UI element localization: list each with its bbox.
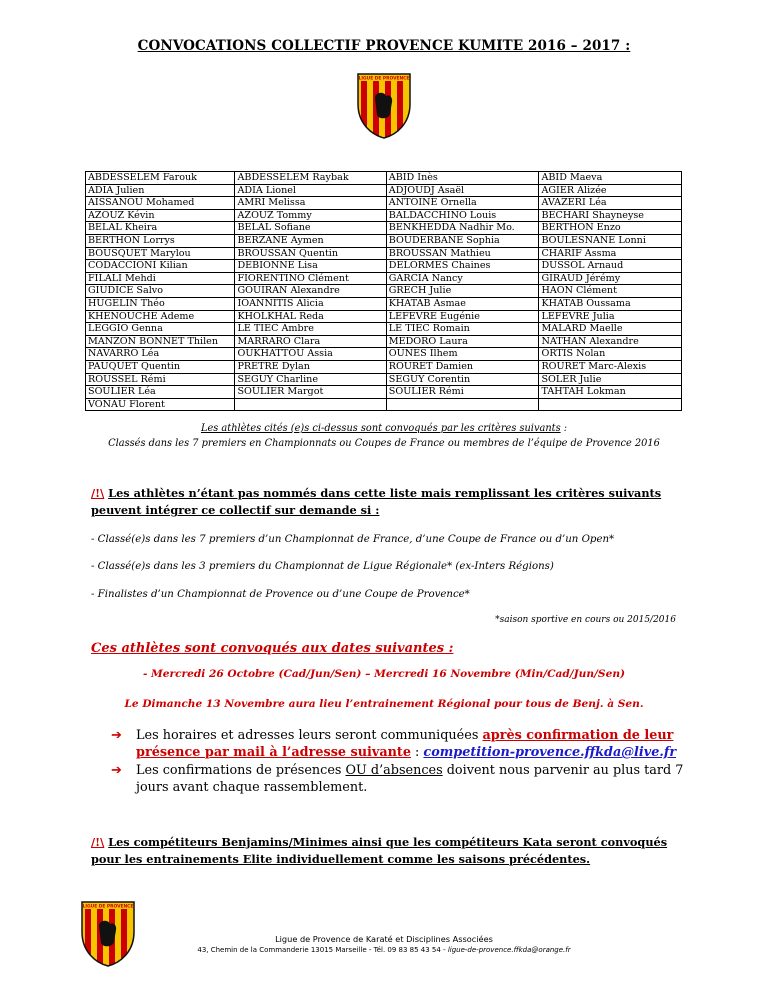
athlete-name-cell: SEGUY Charline [235, 373, 386, 386]
athlete-name-cell: TAHTAH Lokman [539, 386, 682, 399]
arrow-right-icon: ➔ [111, 728, 122, 743]
athlete-name-cell: LEFEVRE Eugénie [386, 310, 539, 323]
table-row [86, 260, 682, 273]
athlete-name-cell: NAVARRO Léa [86, 348, 235, 361]
criterion-3: - Finalistes d’un Championnat de Provence ou d’une Coupe de Provence* [91, 589, 470, 600]
table-row [86, 386, 682, 399]
athlete-name-cell: BALDACCHINO Louis [386, 209, 539, 222]
athlete-name-cell: BOULESNANE Lonni [539, 234, 682, 247]
athlete-name-cell: MALARD Maelle [539, 323, 682, 336]
athlete-name-cell: AZOUZ Kévin [86, 209, 235, 222]
athlete-name-cell: MARRARO Clara [235, 335, 386, 348]
athlete-name-cell: BOUDERBANE Sophia [386, 234, 539, 247]
athlete-name-cell: SEGUY Corentin [386, 373, 539, 386]
warning-icon: /!\ [91, 835, 105, 849]
table-row [86, 360, 682, 373]
footer-organization: Ligue de Provence de Karaté et Disciplines Associées [275, 934, 493, 944]
athlete-name-cell: BECHARI Shayneyse [539, 209, 682, 222]
table-row [86, 297, 682, 310]
athlete-name-cell: BENKHEDDA Nadhir Mo. [386, 222, 539, 235]
athlete-name-cell: AISSANOU Mohamed [86, 197, 235, 210]
athlete-name-cell: VONAU Florent [86, 398, 235, 411]
athlete-name-cell: ROUSSEL Rémi [86, 373, 235, 386]
table-row [86, 197, 682, 210]
athlete-name-cell: PAUQUET Quentin [86, 360, 235, 373]
table-row [86, 172, 682, 185]
convocation-heading: Ces athlètes sont convoqués aux dates suivantes : [91, 641, 454, 656]
athlete-name-cell: CHARIF Assma [539, 247, 682, 260]
athlete-name-cell: MANZON BONNET Thilen [86, 335, 235, 348]
table-row [86, 209, 682, 222]
athlete-name-cell: LE TIEC Ambre [235, 323, 386, 336]
instructions-list [111, 727, 711, 796]
athlete-name-cell: GARCIA Nancy [386, 272, 539, 285]
table-row [86, 272, 682, 285]
table-row [86, 348, 682, 361]
athlete-name-cell: BERZANE Aymen [235, 234, 386, 247]
athlete-name-cell: KHOLKHAL Reda [235, 310, 386, 323]
page-title: CONVOCATIONS COLLECTIF PROVENCE KUMITE 2016 – 2017 : [137, 38, 631, 54]
athlete-name-cell: GIRAUD Jérémy [539, 272, 682, 285]
athlete-name-cell: DELORMES Chaines [386, 260, 539, 273]
athlete-name-cell: GRECH Julie [386, 285, 539, 298]
athlete-name-cell: KHATAB Oussama [539, 297, 682, 310]
table-row [86, 335, 682, 348]
athlete-name-cell: ROURET Marc-Alexis [539, 360, 682, 373]
table-row [86, 234, 682, 247]
athlete-name-cell: LE TIEC Romain [386, 323, 539, 336]
athlete-name-cell: BELAL Sofiane [235, 222, 386, 235]
athlete-name-cell: GOUIRAN Alexandre [235, 285, 386, 298]
criteria-note: Les athlètes cités (e)s ci-dessus sont convoqués par les critères suivants : [200, 423, 568, 434]
athlete-name-cell: NATHAN Alexandre [539, 335, 682, 348]
athlete-name-cell: ABID Inès [386, 172, 539, 185]
competition-email-link[interactable]: competition-provence.ffkda@live.fr [423, 745, 677, 760]
athlete-name-cell: FIORENTINO Clément [235, 272, 386, 285]
athlete-name-cell: CODACCIONI Kilian [86, 260, 235, 273]
instruction-item [111, 762, 711, 796]
instruction-text: Les horaires et adresses leurs seront communiquées [136, 728, 483, 743]
athlete-name-cell: KHENOUCHE Ademe [86, 310, 235, 323]
table-row [86, 184, 682, 197]
instruction-item [111, 727, 711, 761]
athlete-name-cell: GIUDICE Salvo [86, 285, 235, 298]
logo-caption: LIGUE DE PROVENCE [82, 904, 134, 910]
warning-icon: /!\ [91, 486, 105, 500]
table-row [86, 285, 682, 298]
athlete-name-cell: ANTOINE Ornella [386, 197, 539, 210]
criteria-description: Classés dans les 7 premiers en Championnats ou Coupes de France ou membres de l’équipe de Provence 2016 [108, 438, 660, 449]
athlete-name-cell: SOULIER Léa [86, 386, 235, 399]
instruction-underlined: OU d’absences [345, 763, 443, 778]
athlete-name-cell: AVAZERI Léa [539, 197, 682, 210]
athlete-name-cell: IOANNITIS Alicia [235, 297, 386, 310]
arrow-right-icon: ➔ [111, 763, 122, 778]
warning-text-2: Les compétiteurs Benjamins/Minimes ainsi que les compétiteurs Kata seront convoqués pour les entrainements Elite individuellement comme les saisons précédentes. [91, 835, 668, 866]
athlete-name-cell: HAON Clément [539, 285, 682, 298]
instruction-highlight: après confirmation de leur présence par mail à l’adresse suivante [136, 728, 674, 760]
athlete-name-cell: ORTIS Nolan [539, 348, 682, 361]
athlete-name-cell: ABID Maeva [539, 172, 682, 185]
athlete-name-cell: FILALI Mehdi [86, 272, 235, 285]
athlete-name-cell: ADIA Julien [86, 184, 235, 197]
footer-address: 43, Chemin de la Commanderie 13015 Marseille - Tél. 09 83 85 43 54 - [197, 946, 448, 954]
athletes-table [85, 171, 682, 411]
athlete-name-cell: PRETRE Dylan [235, 360, 386, 373]
athlete-name-cell: AMRI Melissa [235, 197, 386, 210]
athlete-name-cell: SOULIER Margot [235, 386, 386, 399]
instruction-text-end: doivent nous parvenir au plus tard 7 jours avant chaque rassemblement. [136, 763, 684, 795]
athlete-name-cell: BOUSQUET Marylou [86, 247, 235, 260]
table-row [86, 373, 682, 386]
athlete-name-cell: MEDORO Laura [386, 335, 539, 348]
table-row [86, 398, 682, 411]
athlete-name-cell: KHATAB Asmae [386, 297, 539, 310]
athlete-name-cell: ABDESSELEM Raybak [235, 172, 386, 185]
athlete-name-cell [539, 398, 682, 411]
instruction-separator: : [410, 745, 424, 760]
athlete-name-cell: LEGGIO Genna [86, 323, 235, 336]
athlete-name-cell: BROUSSAN Mathieu [386, 247, 539, 260]
criterion-2: - Classé(e)s dans les 3 premiers du Championnat de Ligue Régionale* (ex-Inters Régions) [91, 561, 554, 572]
athlete-name-cell: OUKHATTOU Assia [235, 348, 386, 361]
athlete-name-cell: OUNES Ilhem [386, 348, 539, 361]
warning-text-1: Les athlètes n’étant pas nommés dans cette liste mais remplissant les critères suivants peuvent intégrer ce collectif sur demande si : [91, 486, 662, 517]
athlete-name-cell: SOULIER Rémi [386, 386, 539, 399]
season-note: *saison sportive en cours ou 2015/2016 [495, 615, 676, 625]
athlete-name-cell [386, 398, 539, 411]
athlete-name-cell: ABDESSELEM Farouk [86, 172, 235, 185]
athlete-name-cell: BROUSSAN Quentin [235, 247, 386, 260]
athlete-name-cell: DEBIONNE Lisa [235, 260, 386, 273]
athlete-name-cell: BERTHON Lorrys [86, 234, 235, 247]
athlete-name-cell: LEFEVRE Julia [539, 310, 682, 323]
athlete-name-cell: AZOUZ Tommy [235, 209, 386, 222]
athlete-name-cell: DUSSOL Arnaud [539, 260, 682, 273]
athlete-name-cell: ADIA Lionel [235, 184, 386, 197]
logo-caption: LIGUE DE PROVENCE [358, 76, 410, 82]
table-row [86, 222, 682, 235]
criteria-note-underlined: Les athlètes cités (e)s ci-dessus sont convoqués par les critères suivants [200, 423, 561, 434]
athlete-name-cell: AGIER Alizée [539, 184, 682, 197]
athlete-name-cell: ADJOUDJ Asaël [386, 184, 539, 197]
table-row [86, 247, 682, 260]
athlete-name-cell: ROURET Damien [386, 360, 539, 373]
training-dates: - Mercredi 26 Octobre (Cad/Jun/Sen) – Mercredi 16 Novembre (Min/Cad/Jun/Sen) [142, 668, 626, 680]
athlete-name-cell: BELAL Kheira [86, 222, 235, 235]
athlete-name-cell: HUGELIN Théo [86, 297, 235, 310]
warning-paragraph-1 [91, 485, 691, 519]
warning-paragraph-2 [91, 834, 691, 868]
instruction-text: Les confirmations de présences [136, 763, 346, 778]
athlete-name-cell [235, 398, 386, 411]
ligue-provence-logo [356, 72, 412, 140]
athlete-name-cell: BERTHON Enzo [539, 222, 682, 235]
footer-email: ligue-de-provence.ffkda@orange.fr [447, 946, 571, 954]
table-row [86, 323, 682, 336]
regional-training-date: Le Dimanche 13 Novembre aura lieu l’entrainement Régional pour tous de Benj. à Sen. [124, 698, 644, 710]
footer-contact [0, 946, 768, 954]
table-row [86, 310, 682, 323]
athlete-name-cell: SOLER Julie [539, 373, 682, 386]
criterion-1: - Classé(e)s dans les 7 premiers d’un Championnat de France, d’une Coupe de France ou d’un Open* [91, 534, 615, 545]
